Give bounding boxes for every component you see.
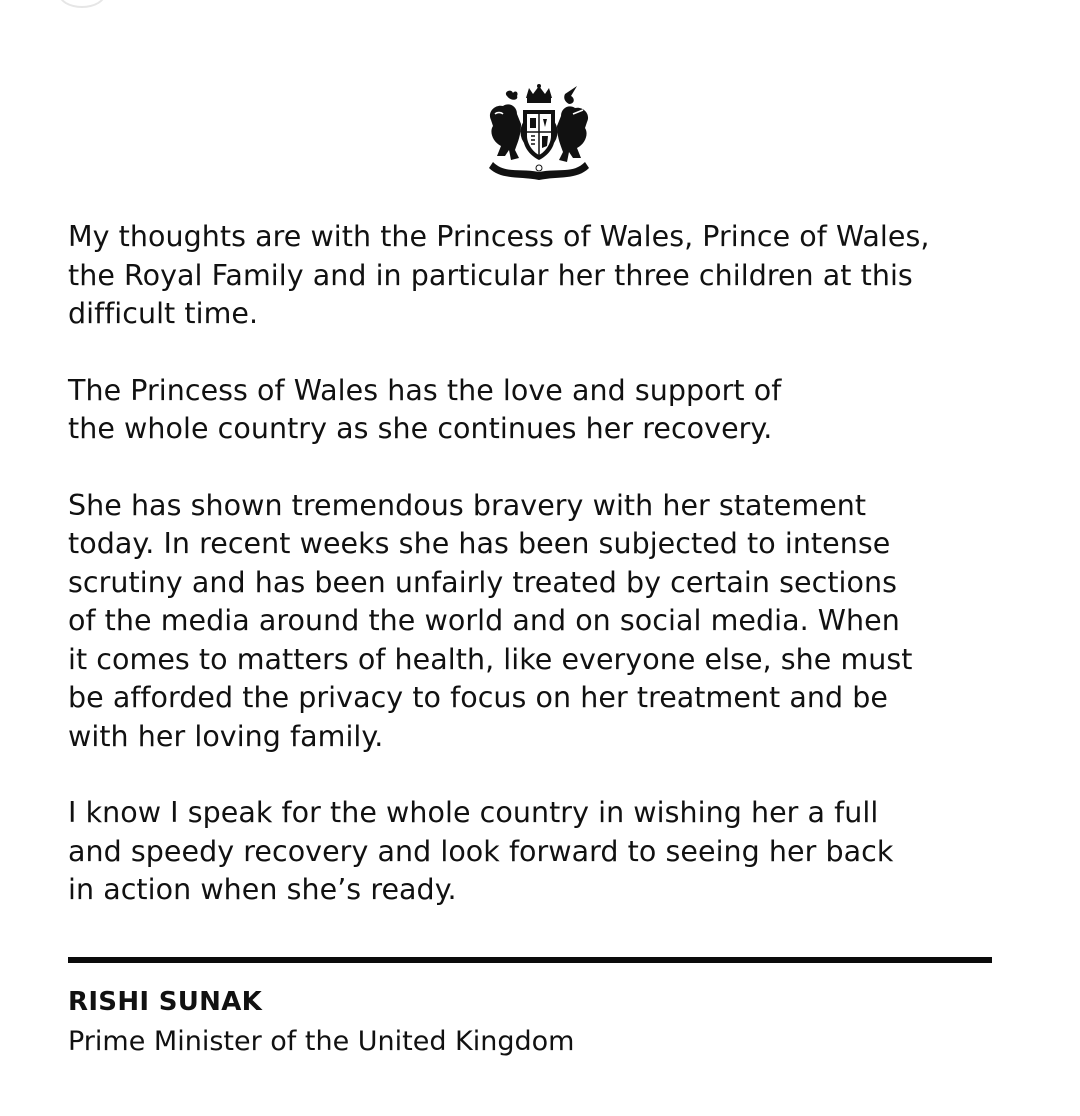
signature-divider xyxy=(68,957,992,963)
statement-line: The Princess of Wales has the love and support of xyxy=(68,373,782,407)
statement-line: of the media around the world and on social media. When xyxy=(68,604,900,637)
signatory-name: RISHI SUNAK xyxy=(68,987,263,1017)
statement-line: the Royal Family and in particular her three children at this xyxy=(68,258,913,292)
statement-line: My thoughts are with the Princess of Wales, Prince of Wales, xyxy=(68,220,930,253)
statement-line: and speedy recovery and look forward to seeing her back xyxy=(68,834,894,868)
statement-paragraph xyxy=(68,372,1028,449)
statement-line: the whole country as she continues her recovery. xyxy=(68,412,773,445)
statement-line: with her loving family. xyxy=(68,719,384,753)
statement-line: difficult time. xyxy=(68,297,259,330)
statement-line: in action when she’s ready. xyxy=(68,873,457,906)
statement-line: I know I speak for the whole country in wishing her a full xyxy=(68,796,879,829)
signatory-title: Prime Minister of the United Kingdom xyxy=(68,1026,575,1057)
statement-line: scrutiny and has been unfairly treated by certain sections xyxy=(68,565,898,599)
statement-line: today. In recent weeks she has been subjected to intense xyxy=(68,527,891,560)
statement-line: be afforded the privacy to focus on her treatment and be xyxy=(68,681,888,714)
statement-paragraph xyxy=(68,487,1028,757)
statement-paragraph xyxy=(68,794,1028,910)
statement-line: She has shown tremendous bravery with her statement xyxy=(68,488,867,522)
statement-paragraph xyxy=(68,218,1028,334)
corner-artifact xyxy=(58,0,106,8)
royal-coat-of-arms-icon xyxy=(485,84,593,180)
statement-line: it comes to matters of health, like everyone else, she must xyxy=(68,642,913,676)
statement-body xyxy=(68,218,1028,948)
